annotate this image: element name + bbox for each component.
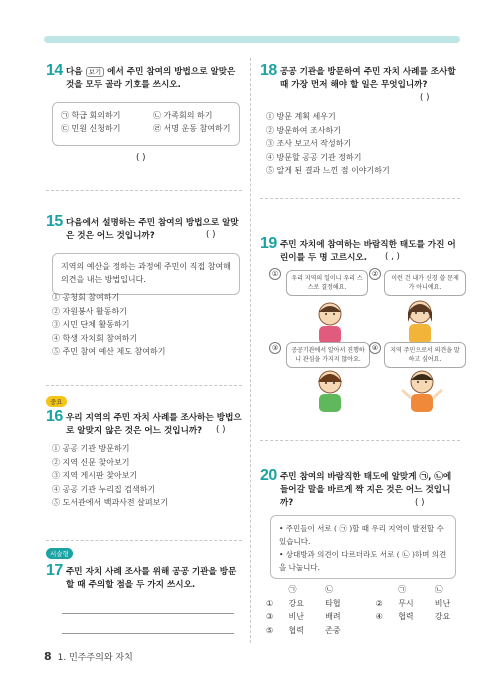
speech-bubble: 우리 지역의 일이니 우리 스스로 결정해요. bbox=[286, 270, 368, 296]
question-text: 공공 기관을 방문하여 주민 자치 사례를 조사할 때 가장 먼저 해야 할 일은 무엇입니까? bbox=[280, 67, 456, 90]
choice-number: ④ bbox=[369, 342, 381, 354]
option[interactable]: ④ 방문할 공공 기관 정하기 bbox=[266, 152, 362, 162]
question-15 bbox=[46, 213, 242, 373]
option[interactable]: ⑤ 알게 된 결과 느낀 점 이야기하기 bbox=[266, 166, 390, 175]
question-text: 주민 참여의 바람직한 태도에 알맞게 ㉠, ㉡에 들어갈 말을 바르게 짝 지은 것은 어느 것입니까? bbox=[280, 472, 452, 508]
option[interactable]: ① 공공 기관 방문하기 bbox=[52, 444, 130, 453]
chapter-title: 1. 민주주의와 자치 bbox=[57, 653, 133, 663]
speech-bubble: 공공기관에서 알아서 진행하니 관심을 가지지 않아요. bbox=[286, 342, 370, 368]
option[interactable]: ⑤ 주민 참여 예산 제도 참여하기 bbox=[52, 347, 166, 356]
boy-2-illustration bbox=[400, 368, 444, 418]
question-text: 주민 자치에 참여하는 바람직한 태도를 가진 어린이를 두 명 고르시오. bbox=[280, 240, 456, 263]
question-number: 14 bbox=[46, 62, 63, 79]
options-grid bbox=[266, 583, 456, 637]
question-14 bbox=[46, 62, 242, 172]
speech-bubble: 지역 주민으로서 의견을 말하고 싶어요. bbox=[384, 342, 466, 368]
column-divider bbox=[250, 58, 251, 643]
options-list bbox=[266, 110, 456, 178]
option[interactable]: ④ 공공 기관 누리집 검색하기 bbox=[52, 484, 156, 494]
grid-row[interactable]: ① 강요 타협 ② 무시 비난 bbox=[266, 598, 451, 608]
speech-bubble: 이런 건 내가 신경 쓸 문제가 아니에요. bbox=[384, 270, 466, 296]
question-number: 20 bbox=[260, 467, 277, 484]
example-box: ㉠ 학급 회의하기 ㉡ 가족회의 하기 ㉢ 민원 신청하기 ㉣ 서명 운동 참여하기 bbox=[52, 102, 240, 146]
option[interactable]: ② 지역 신문 찾아보기 bbox=[52, 457, 130, 467]
option[interactable]: ① 방문 계획 세우기 bbox=[266, 112, 336, 121]
grid-header: ㉠ ㉡ ㉠ ㉡ bbox=[288, 585, 443, 594]
question-text: 주민 자치 사례 조사를 위해 공공 기관을 방문할 때 주의할 점을 두 가지 쓰시오. bbox=[66, 567, 237, 590]
page-footer bbox=[44, 650, 133, 663]
answer-blank[interactable]: ( ) bbox=[415, 498, 425, 508]
grid-row[interactable]: ⑤ 협력 존중 bbox=[266, 625, 341, 635]
answer-blank[interactable]: ( , ) bbox=[385, 252, 400, 262]
question-18 bbox=[260, 62, 460, 192]
option[interactable]: ③ 조사 보고서 작성하기 bbox=[266, 139, 352, 148]
option[interactable]: ③ 지역 게시판 찾아보기 bbox=[52, 471, 138, 480]
answer-blank[interactable]: ( ) bbox=[216, 425, 226, 435]
answer-line-1[interactable] bbox=[62, 613, 234, 614]
top-decoration-bar bbox=[44, 36, 460, 43]
option[interactable]: ⑤ 도서관에서 백과사전 살펴보기 bbox=[52, 498, 169, 507]
section-divider bbox=[46, 190, 242, 191]
options-list bbox=[52, 291, 232, 359]
question-number: 15 bbox=[46, 213, 63, 230]
option[interactable]: ③ 시민 단체 활동하기 bbox=[52, 320, 130, 329]
answer-blank[interactable]: ( ) bbox=[420, 93, 430, 103]
option[interactable]: ② 자원봉사 활동하기 bbox=[52, 306, 127, 316]
descriptive-badge: 서술형 bbox=[46, 548, 73, 559]
grid-row[interactable]: ③ 비난 배려 ④ 협력 강요 bbox=[266, 612, 451, 621]
girl-2-illustration bbox=[310, 368, 350, 418]
question-number: 19 bbox=[260, 235, 277, 252]
section-divider bbox=[46, 540, 242, 541]
important-badge: 중요 bbox=[46, 396, 67, 407]
answer-blank[interactable]: ( ) bbox=[206, 230, 216, 240]
option[interactable]: ① 공청회 참여하기 bbox=[52, 293, 120, 302]
question-17 bbox=[46, 562, 242, 642]
question-20 bbox=[260, 467, 460, 637]
question-text: 다음에서 설명하는 주민 참여의 방법으로 알맞은 것은 어느 것입니까? bbox=[66, 218, 239, 241]
option[interactable]: ② 방문하여 조사하기 bbox=[266, 125, 341, 135]
example-tag: 보기 bbox=[86, 67, 105, 77]
question-number: 18 bbox=[260, 62, 277, 79]
question-19 bbox=[260, 235, 460, 265]
description-box: 지역의 예산을 정하는 과정에 주민이 직접 참여해 의견을 내는 방법입니다. bbox=[52, 253, 240, 295]
question-16 bbox=[46, 408, 242, 538]
section-divider bbox=[46, 385, 242, 386]
fill-in-box: • 주민들이 서로 ( ㉠ )할 때 우리 지역이 발전할 수 있습니다. • 상대방과 의견이 다르더라도 서로 ( ㉡ )하며 의견을 나눕니다. bbox=[270, 515, 456, 579]
section-divider bbox=[260, 198, 460, 199]
question-text: 우리 지역의 주민 자치 사례를 조사하는 방법으로 알맞지 않은 것은 어느 것입니까? bbox=[66, 413, 242, 436]
section-divider bbox=[260, 440, 460, 441]
question-text: 다음 보기 에서 주민 참여의 방법으로 알맞은 것을 모두 골라 기호를 쓰시오. bbox=[66, 67, 236, 90]
choice-number: ② bbox=[369, 268, 381, 280]
answer-line-2[interactable] bbox=[62, 633, 234, 634]
question-number: 16 bbox=[46, 408, 63, 425]
page-number: 8 bbox=[44, 650, 52, 663]
choice-number: ① bbox=[269, 268, 281, 280]
question-number: 17 bbox=[46, 562, 63, 579]
choice-number: ③ bbox=[269, 342, 281, 354]
answer-blank[interactable]: ( ) bbox=[136, 153, 146, 163]
option[interactable]: ④ 학생 자치회 참여하기 bbox=[52, 333, 138, 343]
options-list bbox=[52, 442, 242, 510]
